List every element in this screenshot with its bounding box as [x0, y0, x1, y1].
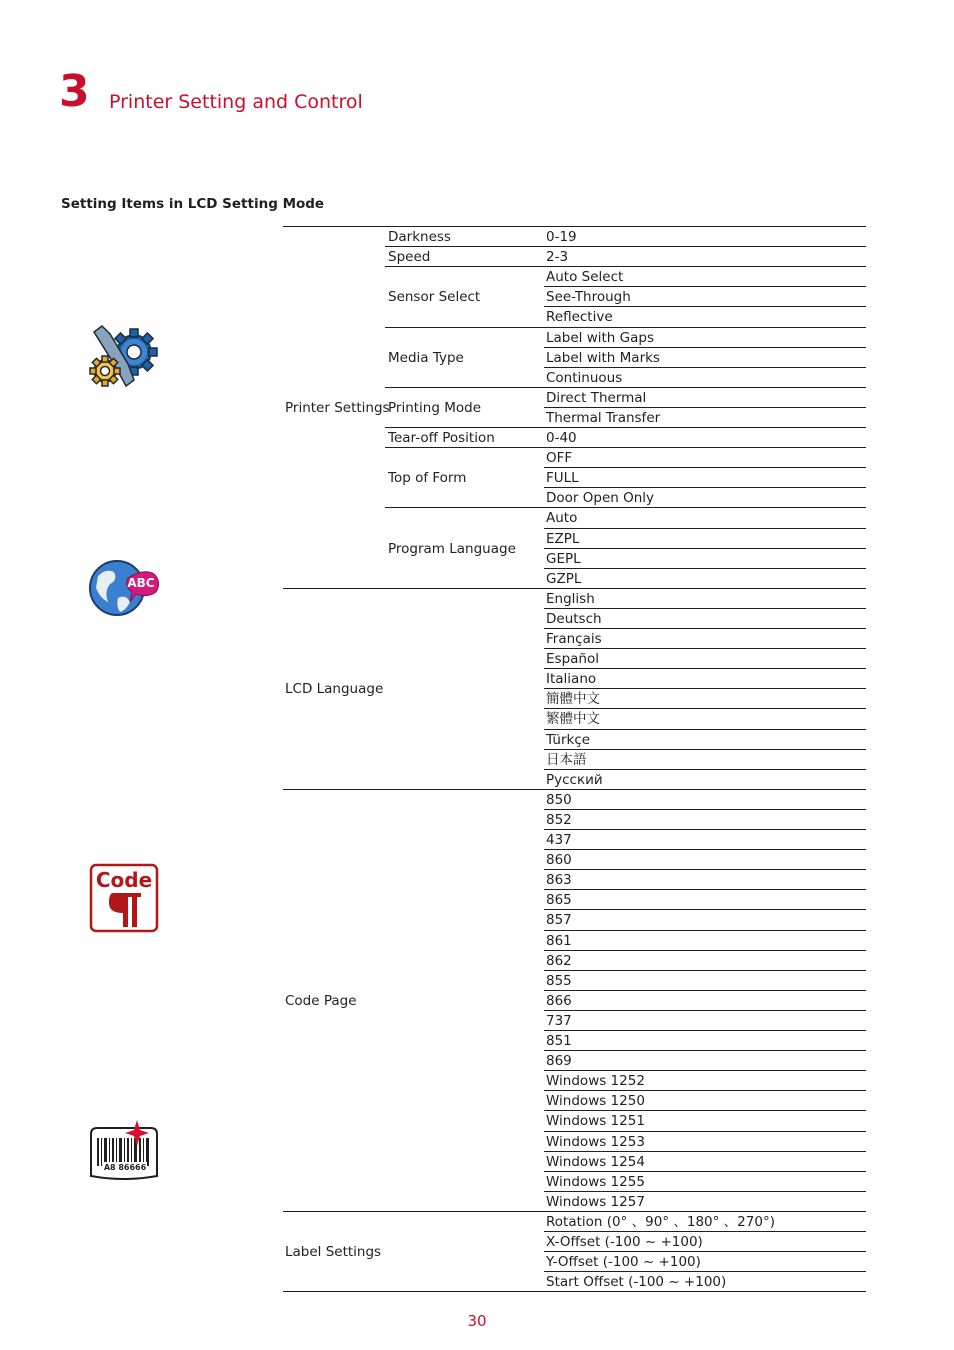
category-label: Label Settings — [285, 1244, 382, 1260]
group-divider — [385, 327, 866, 328]
value-divider — [544, 1090, 866, 1091]
value-divider — [544, 628, 866, 629]
value-cell: EZPL — [546, 531, 580, 547]
value-divider — [544, 306, 866, 307]
category-divider — [283, 1291, 866, 1292]
value-divider — [544, 487, 866, 488]
value-divider — [544, 467, 866, 468]
value-divider — [544, 1110, 866, 1111]
value-cell: Windows 1250 — [546, 1093, 645, 1109]
value-divider — [544, 668, 866, 669]
value-divider — [544, 407, 866, 408]
value-divider — [544, 889, 866, 890]
value-cell: 437 — [546, 832, 572, 848]
setting-label: Sensor Select — [388, 289, 481, 305]
chapter-number: 3 — [59, 66, 90, 117]
value-cell: 861 — [546, 933, 572, 949]
label-settings-barcode-icon — [89, 1120, 161, 1186]
value-cell: 851 — [546, 1033, 572, 1049]
value-divider — [544, 909, 866, 910]
value-divider — [544, 648, 866, 649]
setting-label: Tear-off Position — [388, 430, 495, 446]
value-cell: 860 — [546, 852, 572, 868]
value-cell: Italiano — [546, 671, 597, 687]
svg-text:Code: Code — [95, 868, 153, 892]
value-divider — [544, 286, 866, 287]
category-divider — [283, 789, 866, 790]
value-cell: FULL — [546, 470, 579, 486]
svg-text:ABC: ABC — [127, 576, 155, 590]
value-divider — [544, 1010, 866, 1011]
group-divider — [385, 266, 866, 267]
value-cell: Windows 1257 — [546, 1194, 645, 1210]
chapter-title: Printer Setting and Control — [109, 91, 363, 113]
value-divider — [544, 950, 866, 951]
value-cell: 869 — [546, 1053, 572, 1069]
value-cell: Windows 1251 — [546, 1113, 645, 1129]
value-divider — [544, 548, 866, 549]
value-cell: Direct Thermal — [546, 390, 647, 406]
value-cell: Auto — [546, 510, 578, 526]
value-cell: Thermal Transfer — [546, 410, 661, 426]
value-divider — [544, 769, 866, 770]
value-divider — [544, 970, 866, 971]
value-divider — [544, 608, 866, 609]
value-divider — [544, 1271, 866, 1272]
value-divider — [544, 568, 866, 569]
value-cell: Rotation (0° 、90° 、180° 、270°) — [546, 1214, 775, 1230]
value-divider — [544, 367, 866, 368]
category-divider — [283, 1211, 866, 1212]
value-cell: English — [546, 591, 595, 607]
value-cell: OFF — [546, 450, 573, 466]
group-divider — [385, 387, 866, 388]
setting-label: Media Type — [388, 350, 464, 366]
value-cell: 737 — [546, 1013, 572, 1029]
value-cell: 863 — [546, 872, 572, 888]
setting-label: Speed — [388, 249, 431, 265]
value-cell: Door Open Only — [546, 490, 655, 506]
value-cell: Español — [546, 651, 599, 667]
group-divider — [385, 447, 866, 448]
value-cell: X-Offset (-100 ~ +100) — [546, 1234, 703, 1250]
category-label: Code Page — [285, 993, 357, 1009]
printer-settings-gears-icon — [88, 324, 160, 394]
value-divider — [544, 829, 866, 830]
value-divider — [544, 1050, 866, 1051]
value-divider — [544, 528, 866, 529]
value-cell: See-Through — [546, 289, 631, 305]
group-divider — [385, 246, 866, 247]
value-cell: Auto Select — [546, 269, 624, 285]
value-cell: 繁體中文 — [546, 711, 600, 727]
value-divider — [544, 1151, 866, 1152]
value-cell: 簡體中文 — [546, 691, 600, 707]
value-divider — [544, 688, 866, 689]
value-divider — [544, 809, 866, 810]
value-cell: GEPL — [546, 551, 581, 567]
value-cell: 0-19 — [546, 229, 577, 245]
page-number: 30 — [467, 1312, 487, 1330]
value-divider — [544, 729, 866, 730]
category-divider — [283, 588, 866, 589]
value-cell: 857 — [546, 912, 572, 928]
value-cell: Русский — [546, 772, 603, 788]
value-divider — [544, 1131, 866, 1132]
value-cell: Deutsch — [546, 611, 602, 627]
value-cell: Continuous — [546, 370, 623, 386]
setting-label: Printing Mode — [388, 400, 482, 416]
value-cell: Label with Marks — [546, 350, 660, 366]
value-cell: 865 — [546, 892, 572, 908]
value-divider — [544, 1171, 866, 1172]
value-divider — [544, 708, 866, 709]
value-cell: Windows 1253 — [546, 1134, 645, 1150]
value-divider — [544, 990, 866, 991]
section-title: Setting Items in LCD Setting Mode — [61, 196, 325, 212]
value-divider — [544, 347, 866, 348]
code-page-icon — [89, 863, 161, 939]
setting-label: Top of Form — [388, 470, 467, 486]
table-top-rule — [283, 226, 866, 227]
value-cell: GZPL — [546, 571, 582, 587]
value-cell: Y-Offset (-100 ~ +100) — [546, 1254, 701, 1270]
value-divider — [544, 749, 866, 750]
lcd-language-globe-icon — [88, 558, 162, 622]
value-cell: 日本語 — [546, 752, 587, 768]
value-cell: 862 — [546, 953, 572, 969]
value-divider — [544, 849, 866, 850]
value-cell: Start Offset (-100 ~ +100) — [546, 1274, 727, 1290]
value-divider — [544, 1070, 866, 1071]
setting-label: Darkness — [388, 229, 451, 245]
value-cell: Reflective — [546, 309, 613, 325]
group-divider — [385, 507, 866, 508]
value-cell: 0-40 — [546, 430, 577, 446]
value-cell: Français — [546, 631, 602, 647]
value-cell: 866 — [546, 993, 572, 1009]
value-divider — [544, 930, 866, 931]
value-cell: Label with Gaps — [546, 330, 654, 346]
value-divider — [544, 1251, 866, 1252]
svg-text:A8 86666: A8 86666 — [103, 1163, 147, 1172]
setting-label: Program Language — [388, 541, 516, 557]
category-label: Printer Settings — [285, 400, 390, 416]
category-label: LCD Language — [285, 681, 384, 697]
value-cell: Windows 1254 — [546, 1154, 645, 1170]
group-divider — [385, 427, 866, 428]
value-cell: Windows 1252 — [546, 1073, 645, 1089]
value-divider — [544, 1030, 866, 1031]
value-cell: Türkçe — [546, 732, 591, 748]
value-cell: 855 — [546, 973, 572, 989]
value-cell: Windows 1255 — [546, 1174, 645, 1190]
value-divider — [544, 869, 866, 870]
value-cell: 850 — [546, 792, 572, 808]
value-divider — [544, 1231, 866, 1232]
value-divider — [544, 1191, 866, 1192]
value-cell: 852 — [546, 812, 572, 828]
value-cell: 2-3 — [546, 249, 569, 265]
